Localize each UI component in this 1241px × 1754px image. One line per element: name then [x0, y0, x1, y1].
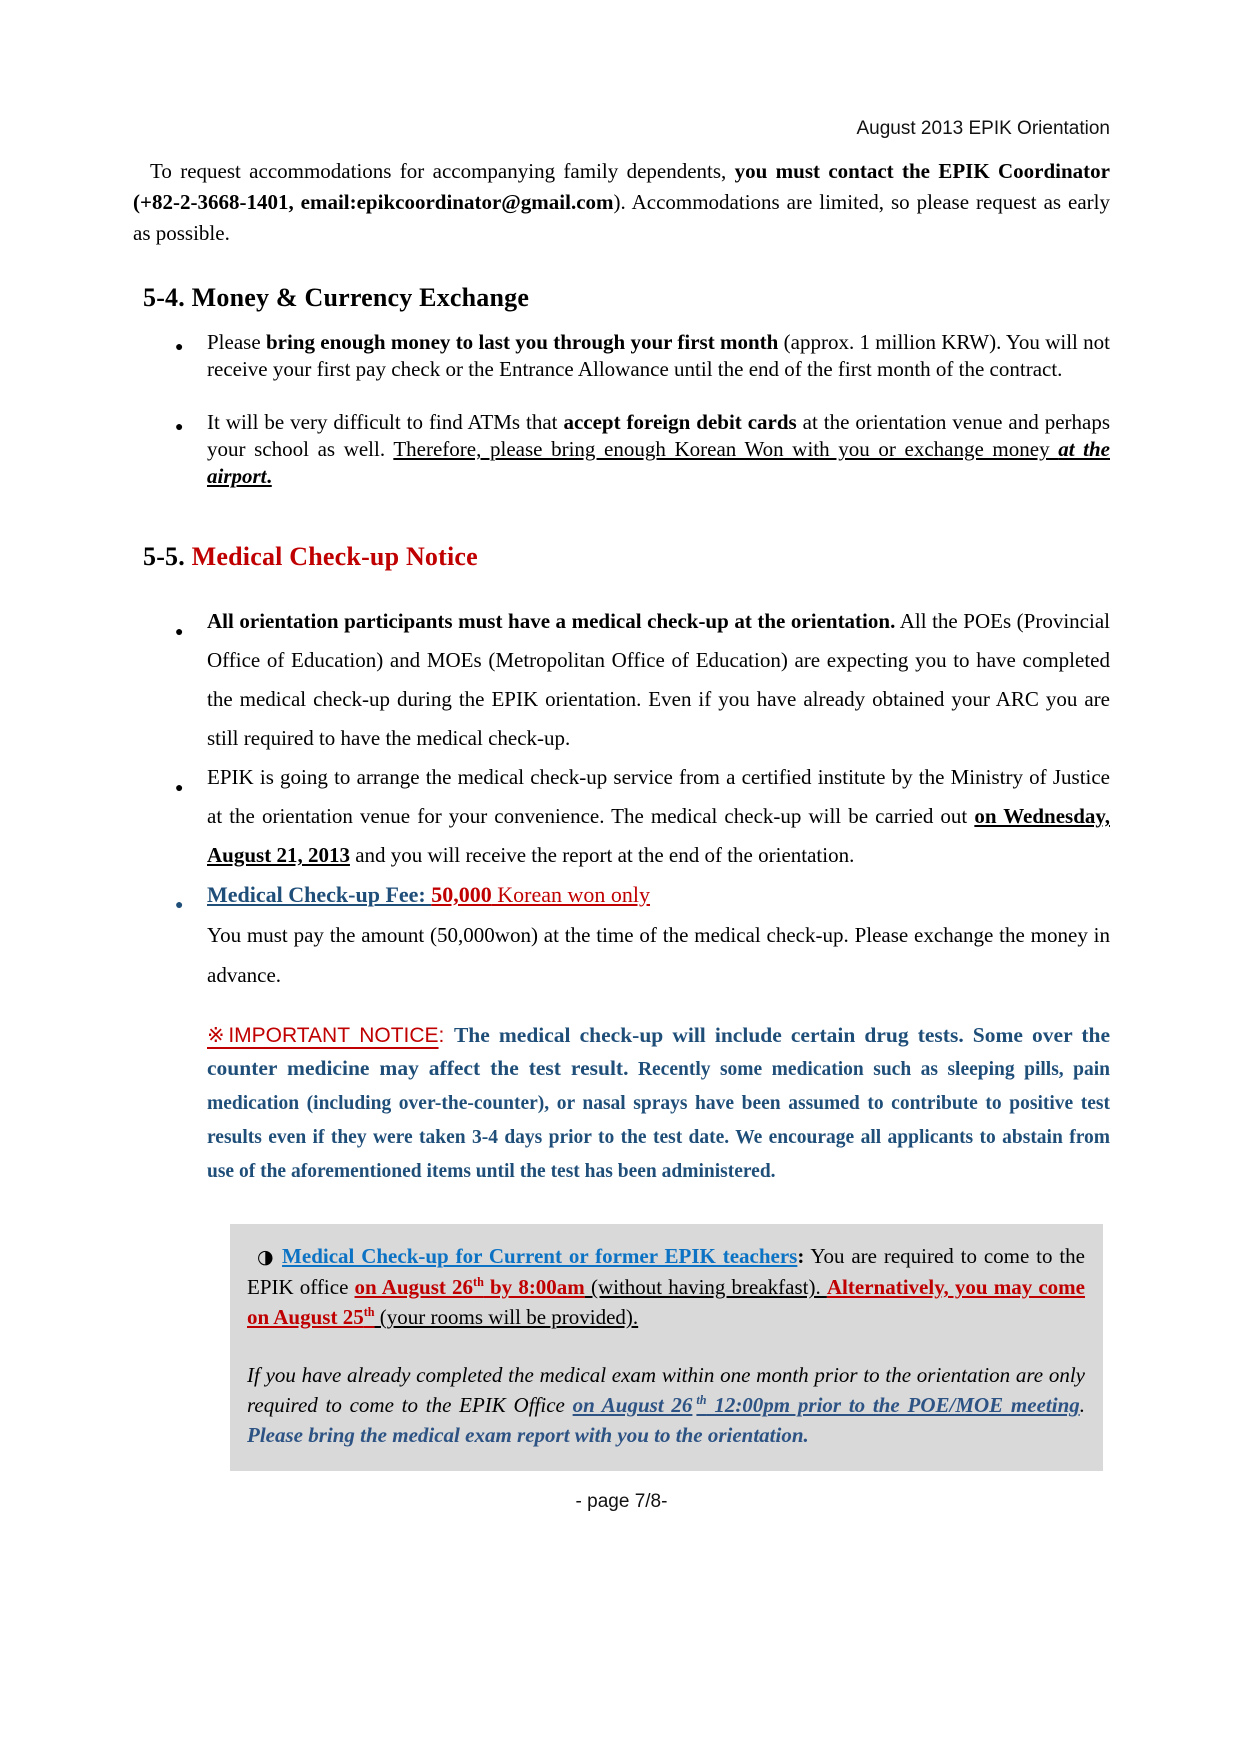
- bring-report-text: Please bring the medical exam report with you to the orientation.: [247, 1423, 809, 1447]
- noon-date-text: on August 26: [572, 1393, 693, 1417]
- notice-text-small: Recently some medication such as sleeping pills, pain medication (including over-the-counter), or nasal sprays have been assumed to contribute to positive test results even if they were taken 3-4 days prior to the test date. We encourage all applicants to abstain from use of the aforementioned items until the test has been administered.: [207, 1059, 1111, 1182]
- ordinal-suffix: th: [696, 1393, 707, 1407]
- intro-text-1: To request accommodations for accompanying family dependents,: [150, 159, 735, 183]
- bullet-icon: ●: [175, 625, 184, 640]
- rooms-note: (your rooms will be provided).: [374, 1305, 639, 1329]
- medical-fee-bullet: [133, 875, 1110, 915]
- money-b2-airport: at the airport: [207, 437, 1110, 488]
- fee-unit: Korean won only: [491, 882, 650, 907]
- date-time-text: by 8:00am: [483, 1275, 585, 1299]
- intro-contact-bold: you must contact the EPIK Coordinator (+82-2-3668-1401, email:epikcoordinator@gmail.com: [133, 159, 1111, 214]
- section-heading-money: [143, 283, 1110, 313]
- important-notice: [207, 1019, 1110, 1188]
- page-header: [133, 118, 1110, 140]
- info-box-paragraph-1: [247, 1241, 1085, 1332]
- breakfast-note: (without having breakfast).: [584, 1275, 827, 1299]
- page-footer: [133, 1491, 1110, 1513]
- money-b2-text-2: at the orientation venue and perhaps your school as well.: [207, 410, 1110, 461]
- date-august-26: [355, 1275, 585, 1299]
- alt-date-text: Alternatively, you may come on August 25: [247, 1275, 1086, 1329]
- ordinal-suffix: th: [473, 1275, 484, 1289]
- money-b2-text-1: It will be very difficult to find ATMs that: [207, 410, 564, 434]
- exam-completed-text: If you have already completed the medical exam within one month prior to the orientation are only required to come to the EPIK Office: [247, 1363, 1085, 1417]
- money-bullet-2: [133, 409, 1110, 490]
- section-title: Money & Currency Exchange: [184, 283, 530, 312]
- money-b2-underline-text: Therefore, please bring enough Korean Won with you or exchange money: [393, 437, 1059, 461]
- medical-b2-text-1: EPIK is going to arrange the medical check-up service from a certified institute by the Ministry of Justice at the orientation venue for your convenience. The medical check-up will be carried out: [207, 765, 1110, 828]
- bullet-icon: ●: [175, 898, 184, 913]
- link-colon: :: [797, 1244, 805, 1268]
- info-box: [230, 1224, 1103, 1471]
- medical-b1-text: All the POEs (Provincial Office of Education) and MOEs (Metropolitan Office of Education) are expecting you to have completed the medical check-up during the EPIK orientation. Even if you have already obtained your ARC you are still required to have the medical check-up.: [207, 609, 1110, 750]
- section-number: 5-4.: [143, 283, 185, 312]
- box-required-text: You are required to come to the EPIK office: [247, 1244, 1086, 1299]
- bullet-icon: ●: [175, 781, 184, 796]
- medical-b2-text-2: and you will receive the report at the end of the orientation.: [349, 843, 855, 867]
- money-bullet-1: [133, 329, 1110, 383]
- money-b1-bold: bring enough money to last you through your first month: [265, 330, 779, 354]
- money-b2-bold: accept foreign debit cards: [563, 410, 797, 434]
- date-text: on August 26: [354, 1275, 474, 1299]
- noon-time-text: 12:00pm prior to the POE/MOE meeting: [706, 1393, 1080, 1417]
- half-circle-icon: ◑: [257, 1246, 276, 1268]
- section-title-red: Medical Check-up Notice: [184, 542, 478, 571]
- date-august-26-noon: [573, 1393, 1080, 1417]
- sentence-period: .: [1079, 1393, 1085, 1417]
- section-heading-medical: [143, 542, 1110, 572]
- ordinal-suffix: th: [363, 1305, 375, 1319]
- medical-b2-date: on Wednesday, August 21, 2013: [207, 804, 1110, 867]
- money-b2-period: .: [266, 464, 272, 488]
- fee-line: [207, 882, 650, 907]
- medical-checkup-link[interactable]: Medical Check-up for Current or former EPIK teachers: [282, 1244, 798, 1268]
- footer-text: - page 7/8-: [575, 1491, 668, 1512]
- fee-note: [207, 915, 1110, 995]
- intro-text-2: ). Accommodations are limited, so please request as early as possible.: [133, 190, 1110, 245]
- section-number: 5-5.: [143, 542, 185, 571]
- fee-label: Medical Check-up Fee:: [207, 882, 432, 907]
- intro-paragraph: [133, 156, 1110, 249]
- fee-amount: 50,000: [431, 882, 492, 907]
- medical-bullet-1: [133, 602, 1110, 758]
- fee-note-text: You must pay the amount (50,000won) at the time of the medical check-up. Please exchange the money in advance.: [207, 923, 1110, 987]
- money-b1-text-2: (approx. 1 million KRW). You will not receive your first pay check or the Entrance Allowance until the end of the first month of the contract.: [207, 330, 1110, 381]
- notice-colon: :: [438, 1024, 454, 1047]
- bullet-icon: ●: [175, 340, 184, 355]
- medical-b1-bold: All orientation participants must have a medical check-up at the orientation.: [207, 609, 896, 633]
- bullet-icon: ●: [175, 420, 184, 435]
- money-b1-text-1: Please: [207, 330, 266, 354]
- notice-text-large: The medical check-up will include certain drug tests. Some over the counter medicine may affect the test result.: [207, 1023, 1110, 1080]
- info-box-paragraph-2: [247, 1360, 1085, 1450]
- header-text: August 2013 EPIK Orientation: [856, 118, 1110, 139]
- notice-label: ※IMPORTANT NOTICE: [207, 1024, 439, 1047]
- medical-bullet-2: [133, 758, 1110, 875]
